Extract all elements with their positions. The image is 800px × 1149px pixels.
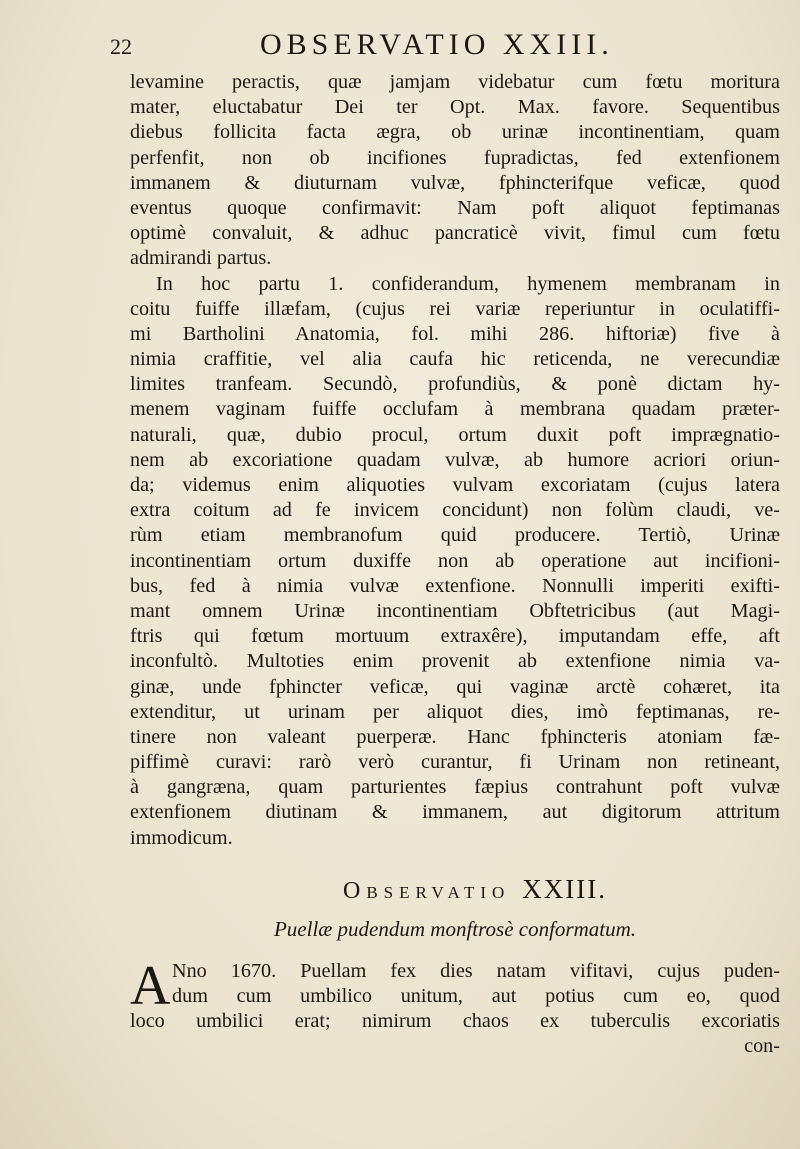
text-line: rùm etiam membranofum quid producere. Tertiò, Urinæ xyxy=(130,524,780,547)
text-line: extenfionem diutinam & immanem, aut digitorum attritum xyxy=(130,801,780,824)
text-line: incontinentiam ortum duxiffe non ab operatione aut incifioni- xyxy=(130,549,780,572)
catchword: con- xyxy=(744,1035,780,1058)
text-line: nimia craffitie, vel alia caufa hic reticenda, ne verecundiæ xyxy=(130,348,780,371)
text-line: piffimè curavi: rarò verò curantur, fi Urinam non retineant, xyxy=(130,751,780,774)
text-line: limites tranfeam. Secundò, profundiùs, & ponè dictam hy- xyxy=(130,373,780,396)
text-line: Nno 1670. Puellam fex dies natam vifitavi, cujus puden- xyxy=(172,959,780,982)
text-line: ftris qui fœtum mortuum extraxêre), imputandam effe, aft xyxy=(130,625,780,648)
text-line: mant omnem Urinæ incontinentiam Obftetricibus (aut Magi- xyxy=(130,599,780,622)
text-line: optimè convaluit, & adhuc pancraticè vivit, fimul cum fœtu xyxy=(130,222,780,245)
text-line: coitu fuiffe illæfam, (cujus rei variæ reperiuntur in oculatiffi- xyxy=(130,297,780,320)
running-head: OBSERVATIO XXIII. xyxy=(260,28,614,61)
text-line: admirandi partus. xyxy=(130,247,272,270)
observation-title: Puellæ pudendum monftrosè conformatum. xyxy=(273,916,637,941)
paragraph-observation xyxy=(130,954,780,1060)
text-line: perfenfit, non ob incifiones fupradictas, fed extenfionem xyxy=(130,146,780,169)
text-line: In hoc partu 1. confiderandum, hymenem membranam in xyxy=(156,272,780,295)
text-line: tinere non valeant puerperæ. Hanc fphincteris atoniam fæ- xyxy=(130,725,780,748)
text-line: à gangræna, quam parturientes fæpius contrahunt poft vulvæ xyxy=(130,776,780,799)
text-line: ginæ, unde fphincter veficæ, qui vaginæ arctè cohæret, ita xyxy=(130,675,780,698)
paragraph-continuation xyxy=(130,70,780,272)
text-line: levamine peractis, quæ jamjam videbatur cum fœtu moritura xyxy=(130,71,780,93)
text-line: menem vaginam fuiffe occlufam à membrana quadam præter- xyxy=(130,398,780,421)
text-line: extra coitum ad fe invicem concidunt) non folùm claudi, ve- xyxy=(130,499,780,522)
text-line: da; videmus enim aliquoties vulvam excoriatam (cujus latera xyxy=(130,474,780,496)
text-line: immodicum. xyxy=(130,826,233,849)
text-line: eventus quoque confirmavit: Nam poft aliquot feptimanas xyxy=(130,196,780,219)
text-line: mater, eluctabatur Dei ter Opt. Max. favore. Sequentibus xyxy=(130,96,780,119)
observation-heading xyxy=(130,873,780,909)
text-line: dum cum umbilico unitum, aut potius cum eo, quod xyxy=(172,985,780,1007)
page-header xyxy=(110,28,770,68)
text-line: bus, fed à nimia vulvæ extenfione. Nonnulli imperiti exifti- xyxy=(130,574,780,597)
page-content xyxy=(130,70,780,1060)
text-line: extenditur, ut urinam per aliquot dies, imò feptimanas, re- xyxy=(130,700,780,723)
observation-heading-word: Observatio xyxy=(342,877,511,904)
text-line: inconfultò. Multoties enim provenit ab extenfione nimia va- xyxy=(130,650,780,673)
text-line: mi Bartholini Anatomia, fol. mihi 286. hiftoriæ) five à xyxy=(130,322,780,345)
text-line: nem ab excoriatione quadam vulvæ, ab humore acriori oriun- xyxy=(130,448,780,471)
text-line: naturali, quæ, dubio procul, ortum duxit poft imprægnatio- xyxy=(130,423,780,446)
observation-heading-number: XXIII. xyxy=(522,873,608,904)
paragraph-commentary xyxy=(130,272,780,851)
page-number: 22 xyxy=(110,34,132,59)
text-line: immanem & diuturnam vulvæ, fphincterifque veficæ, quod xyxy=(130,171,780,194)
drop-cap: A xyxy=(130,954,171,1017)
text-line: diebus follicita facta ægra, ob urinæ incontinentiam, quam xyxy=(130,121,780,144)
text-line: loco umbilici erat; nimirum chaos ex tuberculis excoriatis xyxy=(130,1010,780,1033)
